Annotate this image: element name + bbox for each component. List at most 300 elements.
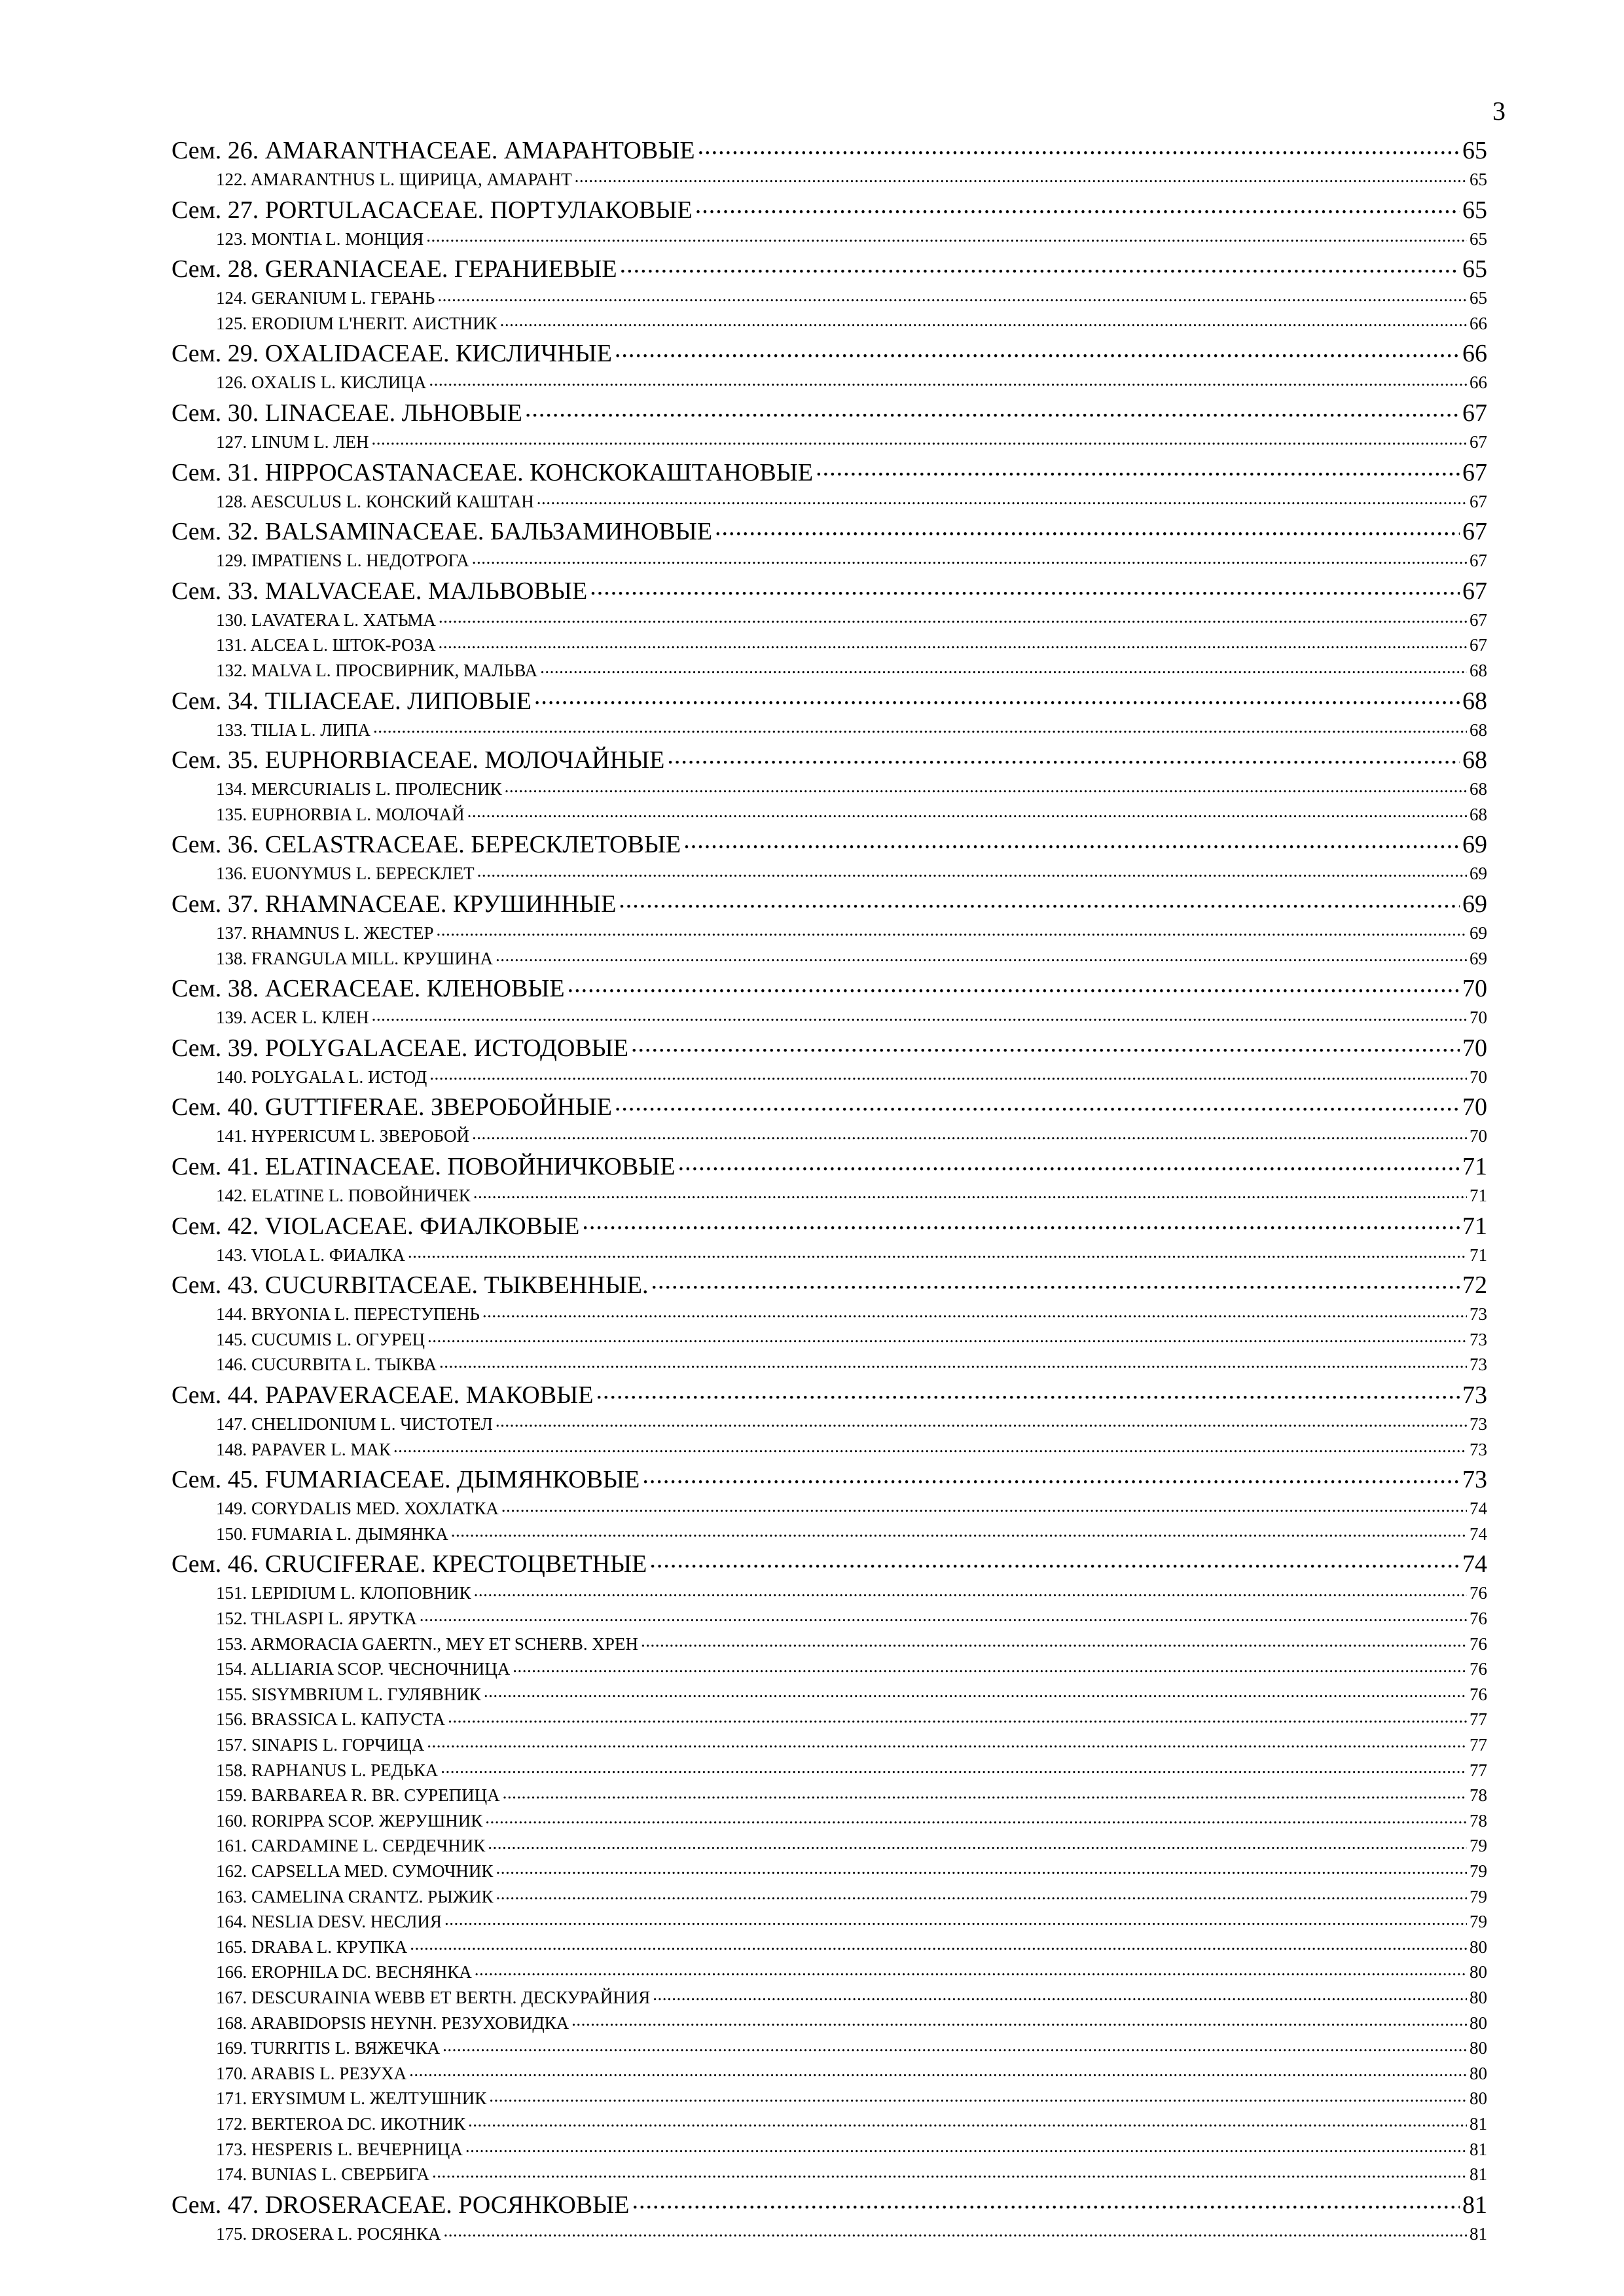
- toc-genus-entry[interactable]: [216, 718, 1487, 740]
- toc-genus-entry[interactable]: [216, 2011, 1487, 2033]
- entry-page-number: 69: [1470, 948, 1487, 968]
- toc-family-entry[interactable]: [171, 972, 1487, 1002]
- entry-title: 163. CAMELINA CRANTZ. РЫЖИК: [216, 1886, 494, 1906]
- entry-page-number: 68: [1462, 746, 1487, 774]
- entry-page-number: 65: [1470, 288, 1487, 308]
- entry-page-number: 67: [1470, 491, 1487, 511]
- entry-title: 149. CORYDALIS MED. ХОХЛАТКА: [216, 1499, 499, 1519]
- entry-title: 132. MALVA L. ПРОСВИРНИК, МАЛЬВА: [216, 661, 538, 680]
- dot-leader: [496, 947, 1467, 964]
- dot-leader: [439, 1353, 1467, 1370]
- entry-page-number: 78: [1470, 1785, 1487, 1806]
- toc-genus-entry[interactable]: [216, 947, 1487, 968]
- entry-title: 161. CARDAMINE L. СЕРДЕЧНИК: [216, 1836, 486, 1856]
- toc-genus-entry[interactable]: [216, 1657, 1487, 1679]
- entry-title: Сем. 40. GUTTIFERAE. ЗВЕРОБОЙНЫЕ: [171, 1093, 612, 1121]
- entry-page-number: 65: [1462, 137, 1487, 164]
- toc-genus-entry[interactable]: [216, 1243, 1487, 1265]
- dot-leader: [496, 1412, 1467, 1430]
- entry-title: Сем. 27. PORTULACACEAE. ПОРТУЛАКОВЫЕ: [171, 196, 693, 224]
- entry-page-number: 65: [1462, 255, 1487, 283]
- entry-title: 175. DROSERA L. РОСЯНКА: [216, 2223, 441, 2244]
- entry-title: Сем. 43. CUCURBITACEAE. ТЫКВЕННЫЕ.: [171, 1271, 649, 1300]
- entry-page-number: 79: [1470, 1912, 1487, 1932]
- dot-leader: [372, 1006, 1467, 1023]
- toc-genus-entry[interactable]: [216, 633, 1487, 655]
- entry-page-number: 73: [1462, 1466, 1487, 1494]
- toc-family-entry[interactable]: [171, 1150, 1487, 1180]
- entry-title: 150. FUMARIA L. ДЫМЯНКА: [216, 1523, 448, 1544]
- dot-leader: [683, 828, 1460, 852]
- entry-title: 164. NESLIA DESV. НЕСЛИЯ: [216, 1912, 442, 1932]
- entry-title: 166. EROPHILA DC. ВЕСНЯНКА: [216, 1962, 472, 1982]
- entry-title: Сем. 33. MALVACEAE. МАЛЬВОВЫЕ: [171, 577, 588, 605]
- entry-title: 151. LEPIDIUM L. КЛОПОВНИК: [216, 1583, 471, 1603]
- toc-genus-entry[interactable]: [216, 286, 1487, 308]
- toc-genus-entry[interactable]: [216, 2222, 1487, 2244]
- toc-genus-entry[interactable]: [216, 312, 1487, 333]
- entry-page-number: 81: [1470, 2114, 1487, 2134]
- entry-page-number: 80: [1470, 2063, 1487, 2083]
- page-number: 3: [1492, 96, 1506, 126]
- entry-page-number: 72: [1462, 1271, 1487, 1300]
- dot-leader: [472, 549, 1467, 566]
- toc-genus-entry[interactable]: [216, 2112, 1487, 2134]
- dot-leader: [540, 659, 1467, 676]
- toc-family-entry[interactable]: [171, 1378, 1487, 1409]
- dot-leader: [468, 2112, 1467, 2130]
- dot-leader: [485, 1809, 1467, 1827]
- toc-family-entry[interactable]: [171, 1547, 1487, 1578]
- toc-genus-entry[interactable]: [216, 921, 1487, 943]
- entry-title: 138. FRANGULA MILL. КРУШИНА: [216, 948, 493, 968]
- toc-family-entry[interactable]: [171, 1209, 1487, 1240]
- entry-title: 129. IMPATIENS L. НЕДОТРОГА: [216, 551, 469, 571]
- entry-title: 133. TILIA L. ЛИПА: [216, 720, 371, 740]
- entry-title: Сем. 36. CELASTRACEAE. БЕРЕСКЛЕТОВЫЕ: [171, 831, 681, 859]
- entry-page-number: 71: [1462, 1153, 1487, 1180]
- entry-page-number: 65: [1462, 196, 1487, 224]
- toc-genus-entry[interactable]: [216, 1758, 1487, 1780]
- entry-page-number: 69: [1462, 890, 1487, 918]
- dot-leader: [525, 396, 1460, 421]
- dot-leader: [484, 1683, 1467, 1700]
- dot-leader: [409, 2062, 1467, 2079]
- entry-title: 131. ALCEA L. ШТОК-РОЗА: [216, 635, 436, 655]
- toc-family-entry[interactable]: [171, 456, 1487, 486]
- dot-leader: [429, 371, 1467, 388]
- entry-page-number: 74: [1470, 1523, 1487, 1544]
- entry-title: Сем. 32. BALSAMINACEAE. БАЛЬЗАМИНОВЫЕ: [171, 518, 713, 546]
- toc-genus-entry[interactable]: [216, 803, 1487, 824]
- entry-title: Сем. 31. HIPPOCASTANACEAE. КОНСКОКАШТАНОВЫЕ: [171, 458, 814, 486]
- dot-leader: [448, 1707, 1467, 1725]
- entry-title: 134. MERCURIALIS L. ПРОЛЕСНИК: [216, 779, 502, 799]
- dot-leader: [698, 134, 1460, 158]
- entry-page-number: 68: [1470, 779, 1487, 799]
- toc-genus-entry[interactable]: [216, 1885, 1487, 1906]
- entry-page-number: 70: [1462, 975, 1487, 1003]
- entry-page-number: 71: [1462, 1212, 1487, 1240]
- entry-page-number: 67: [1470, 610, 1487, 630]
- entry-title: 157. SINAPIS L. ГОРЧИЦА: [216, 1735, 425, 1755]
- entry-title: 160. RORIPPA SCOP. ЖЕРУШНИК: [216, 1810, 483, 1831]
- entry-page-number: 81: [1470, 2164, 1487, 2185]
- entry-page-number: 73: [1470, 1355, 1487, 1375]
- dot-leader: [432, 2162, 1467, 2180]
- toc-genus-entry[interactable]: [216, 1859, 1487, 1881]
- entry-page-number: 69: [1462, 831, 1487, 859]
- entry-title: 165. DRABA L. КРУПКА: [216, 1937, 408, 1957]
- dot-leader: [473, 1184, 1467, 1201]
- dot-leader: [427, 1328, 1467, 1345]
- dot-leader: [465, 2138, 1467, 2155]
- entry-page-number: 77: [1470, 1735, 1487, 1755]
- dot-leader: [439, 633, 1468, 651]
- entry-title: Сем. 34. TILIACEAE. ЛИПОВЫЕ: [171, 687, 532, 715]
- toc-genus-entry[interactable]: [216, 608, 1487, 630]
- entry-page-number: 68: [1470, 720, 1487, 740]
- entry-title: 123. MONTIA L. МОНЦИЯ: [216, 228, 424, 249]
- entry-title: Сем. 37. RHAMNACEAE. КРУШИННЫЕ: [171, 890, 617, 918]
- toc-family-entry[interactable]: [171, 193, 1487, 224]
- entry-title: Сем. 47. DROSERACEAE. РОСЯНКОВЫЕ: [171, 2191, 630, 2219]
- entry-title: 144. BRYONIA L. ПЕРЕСТУПЕНЬ: [216, 1304, 480, 1324]
- toc-family-entry[interactable]: [171, 515, 1487, 545]
- entry-title: 169. TURRITIS L. ВЯЖЕЧКА: [216, 2038, 441, 2058]
- dot-leader: [615, 337, 1460, 361]
- entry-title: 158. RAPHANUS L. РЕДЬКА: [216, 1760, 439, 1780]
- toc-genus-entry[interactable]: [216, 1935, 1487, 1957]
- entry-page-number: 67: [1470, 635, 1487, 655]
- toc-genus-entry[interactable]: [216, 1328, 1487, 1349]
- toc-genus-entry[interactable]: [216, 1006, 1487, 1027]
- entry-page-number: 66: [1470, 313, 1487, 333]
- dot-leader: [641, 1632, 1467, 1650]
- toc-family-entry[interactable]: [171, 1463, 1487, 1493]
- dot-leader: [474, 1581, 1467, 1599]
- entry-page-number: 80: [1470, 2088, 1487, 2109]
- entry-title: Сем. 29. OXALIDACEAE. КИСЛИЧНЫЕ: [171, 340, 612, 368]
- entry-title: 126. OXALIS L. КИСЛИЦА: [216, 373, 427, 393]
- entry-page-number: 81: [1470, 2223, 1487, 2244]
- toc-genus-entry[interactable]: [216, 1438, 1487, 1459]
- toc-genus-entry[interactable]: [216, 430, 1487, 452]
- dot-leader: [496, 1885, 1467, 1903]
- dot-leader: [443, 2222, 1467, 2240]
- entry-page-number: 69: [1470, 923, 1487, 943]
- entry-title: 140. POLYGALA L. ИСТОД: [216, 1066, 427, 1087]
- toc-genus-entry[interactable]: [216, 549, 1487, 570]
- dot-leader: [505, 777, 1467, 795]
- toc-genus-entry[interactable]: [216, 2162, 1487, 2184]
- entry-page-number: 73: [1462, 1381, 1487, 1409]
- dot-leader: [631, 1031, 1460, 1056]
- entry-title: 153. ARMORACIA GAERTN., MEY ET SCHERB. ХРЕН: [216, 1633, 638, 1654]
- toc-family-entry[interactable]: [171, 134, 1487, 164]
- entry-page-number: 66: [1462, 340, 1487, 368]
- dot-leader: [715, 515, 1460, 539]
- toc-family-entry[interactable]: [171, 337, 1487, 367]
- entry-title: 127. LINUM L. ЛЕН: [216, 432, 369, 452]
- dot-leader: [410, 1935, 1467, 1953]
- toc-family-entry[interactable]: [171, 1090, 1487, 1121]
- dot-leader: [678, 1150, 1460, 1175]
- dot-leader: [642, 1463, 1460, 1487]
- entry-page-number: 67: [1470, 432, 1487, 452]
- toc-genus-entry[interactable]: [216, 1910, 1487, 1931]
- toc-genus-entry[interactable]: [216, 1607, 1487, 1628]
- dot-leader: [816, 456, 1460, 481]
- entry-title: 174. BUNIAS L. СВЕРБИГА: [216, 2164, 429, 2185]
- entry-page-number: 80: [1470, 2038, 1487, 2058]
- entry-title: 139. ACER L. КЛЕН: [216, 1008, 369, 1028]
- dot-leader: [571, 2011, 1467, 2029]
- toc-genus-entry[interactable]: [216, 1124, 1487, 1146]
- entry-page-number: 70: [1470, 1008, 1487, 1028]
- entry-title: 142. ELATINE L. ПОВОЙНИЧЕК: [216, 1186, 471, 1205]
- entry-page-number: 67: [1462, 399, 1487, 427]
- toc-family-entry[interactable]: [171, 1031, 1487, 1062]
- entry-title: 136. EUONYMUS L. БЕРЕСКЛЕТ: [216, 864, 475, 884]
- dot-leader: [503, 1783, 1467, 1801]
- dot-leader: [467, 803, 1467, 820]
- entry-page-number: 76: [1470, 1659, 1487, 1679]
- entry-title: Сем. 30. LINACEAE. ЛЬНОВЫЕ: [171, 399, 522, 427]
- entry-page-number: 80: [1470, 1937, 1487, 1957]
- entry-page-number: 71: [1470, 1245, 1487, 1265]
- toc-genus-entry[interactable]: [216, 1986, 1487, 2007]
- entry-title: Сем. 41. ELATINACEAE. ПОВОЙНИЧКОВЫЕ: [171, 1153, 676, 1180]
- dot-leader: [427, 1733, 1467, 1751]
- entry-title: 146. CUCURBITA L. ТЫКВА: [216, 1355, 437, 1375]
- toc-family-entry[interactable]: [171, 574, 1487, 605]
- entry-title: 155. SISYMBRIUM L. ГУЛЯВНИК: [216, 1684, 481, 1704]
- dot-leader: [620, 252, 1460, 277]
- entry-page-number: 79: [1470, 1861, 1487, 1881]
- dot-leader: [649, 1547, 1460, 1572]
- toc-genus-entry[interactable]: [216, 371, 1487, 392]
- entry-title: 171. ERYSIMUM L. ЖЕЛТУШНИК: [216, 2088, 487, 2109]
- entry-page-number: 81: [1462, 2191, 1487, 2219]
- toc-genus-entry[interactable]: [216, 1184, 1487, 1205]
- dot-leader: [429, 1065, 1467, 1083]
- entry-title: 122. AMARANTHUS L. ЩИРИЦА, АМАРАНТ: [216, 170, 572, 189]
- entry-page-number: 76: [1470, 1609, 1487, 1628]
- toc-genus-entry[interactable]: [216, 1783, 1487, 1805]
- toc-family-entry[interactable]: [171, 828, 1487, 858]
- entry-title: 141. HYPERICUM L. ЗВЕРОБОЙ: [216, 1126, 469, 1146]
- entry-page-number: 80: [1470, 2013, 1487, 2033]
- toc-genus-entry[interactable]: [216, 1683, 1487, 1704]
- entry-page-number: 77: [1470, 1760, 1487, 1780]
- entry-page-number: 65: [1470, 170, 1487, 189]
- entry-page-number: 78: [1470, 1810, 1487, 1831]
- entry-page-number: 74: [1470, 1499, 1487, 1519]
- dot-leader: [501, 1497, 1467, 1514]
- toc-genus-entry[interactable]: [216, 2086, 1487, 2108]
- entry-page-number: 67: [1462, 577, 1487, 605]
- entry-page-number: 79: [1470, 1886, 1487, 1906]
- entry-page-number: 69: [1470, 864, 1487, 884]
- entry-page-number: 80: [1470, 1962, 1487, 1982]
- dot-leader: [373, 718, 1467, 736]
- entry-title: Сем. 45. FUMARIACEAE. ДЫМЯНКОВЫЕ: [171, 1466, 640, 1494]
- toc-genus-entry[interactable]: [216, 2036, 1487, 2058]
- dot-leader: [442, 2036, 1467, 2054]
- entry-title: 135. EUPHORBIA L. МОЛОЧАЙ: [216, 804, 465, 824]
- entry-page-number: 73: [1470, 1414, 1487, 1434]
- dot-leader: [496, 1859, 1467, 1877]
- toc-genus-entry[interactable]: [216, 1960, 1487, 1982]
- toc-family-entry[interactable]: [171, 743, 1487, 774]
- entry-title: 145. CUCUMIS L. ОГУРЕЦ: [216, 1329, 425, 1349]
- dot-leader: [534, 684, 1460, 709]
- entry-title: 137. RHAMNUS L. ЖЕСТЕР: [216, 923, 434, 943]
- entry-page-number: 77: [1470, 1709, 1487, 1730]
- entry-page-number: 73: [1470, 1329, 1487, 1349]
- toc-family-entry[interactable]: [171, 887, 1487, 918]
- dot-leader: [420, 1607, 1467, 1624]
- entry-title: 148. PAPAVER L. МАК: [216, 1439, 391, 1459]
- entry-title: 124. GERANIUM L. ГЕРАНЬ: [216, 288, 435, 308]
- toc-genus-entry[interactable]: [216, 1834, 1487, 1855]
- entry-page-number: 71: [1470, 1186, 1487, 1205]
- dot-leader: [441, 1758, 1467, 1776]
- entry-title: 167. DESCURAINIA WEBB ET BERTH. ДЕСКУРАЙНИЯ: [216, 1988, 651, 2007]
- dot-leader: [436, 921, 1467, 939]
- entry-title: Сем. 44. PAPAVERACEAE. МАКОВЫЕ: [171, 1381, 594, 1409]
- toc-genus-entry[interactable]: [216, 1497, 1487, 1518]
- entry-title: 170. ARABIS L. РЕЗУХА: [216, 2063, 407, 2083]
- toc-genus-entry[interactable]: [216, 1733, 1487, 1755]
- toc-family-entry[interactable]: [171, 684, 1487, 715]
- toc-family-entry[interactable]: [171, 1268, 1487, 1299]
- dot-leader: [575, 168, 1467, 185]
- entry-title: 147. CHELIDONIUM L. ЧИСТОТЕЛ: [216, 1414, 493, 1434]
- toc-genus-entry[interactable]: [216, 490, 1487, 511]
- toc-genus-entry[interactable]: [216, 659, 1487, 680]
- entry-title: 143. VIOLA L. ФИАЛКА: [216, 1245, 405, 1265]
- dot-leader: [426, 227, 1467, 245]
- toc-family-entry[interactable]: [171, 252, 1487, 283]
- entry-title: 159. BARBAREA R. BR. СУРЕПИЦА: [216, 1785, 500, 1806]
- entry-page-number: 76: [1470, 1583, 1487, 1603]
- dot-leader: [451, 1522, 1467, 1540]
- entry-title: 125. ERODIUM L'HERIT. АИСТНИК: [216, 313, 497, 333]
- dot-leader: [590, 574, 1460, 599]
- dot-leader: [596, 1378, 1460, 1403]
- dot-leader: [653, 1986, 1467, 2003]
- entry-page-number: 80: [1470, 1988, 1487, 2007]
- dot-leader: [488, 1834, 1467, 1851]
- entry-title: 130. LAVATERA L. ХАТЬМА: [216, 610, 436, 630]
- entry-title: Сем. 26. AMARANTHACEAE. АМАРАНТОВЫЕ: [171, 137, 695, 164]
- toc-genus-entry[interactable]: [216, 1522, 1487, 1544]
- dot-leader: [472, 1124, 1467, 1142]
- dot-leader: [615, 1090, 1460, 1115]
- entry-title: Сем. 39. POLYGALACEAE. ИСТОДОВЫЕ: [171, 1034, 629, 1062]
- dot-leader: [500, 312, 1467, 329]
- entry-title: 168. ARABIDOPSIS HEYNH. РЕЗУХОВИДКА: [216, 2013, 569, 2033]
- dot-leader: [632, 2188, 1460, 2213]
- toc-genus-entry[interactable]: [216, 1353, 1487, 1374]
- entry-page-number: 73: [1470, 1304, 1487, 1324]
- dot-leader: [489, 2086, 1467, 2104]
- entry-page-number: 67: [1470, 551, 1487, 571]
- entry-title: 172. BERTEROA DC. ИКОТНИК: [216, 2114, 465, 2134]
- entry-page-number: 73: [1470, 1439, 1487, 1459]
- toc-genus-entry[interactable]: [216, 227, 1487, 249]
- entry-page-number: 68: [1470, 661, 1487, 680]
- entry-page-number: 70: [1470, 1066, 1487, 1087]
- entry-title: Сем. 38. ACERACEAE. КЛЕНОВЫЕ: [171, 975, 565, 1003]
- toc-genus-entry[interactable]: [216, 1581, 1487, 1603]
- entry-title: 156. BRASSICA L. КАПУСТА: [216, 1709, 446, 1730]
- entry-page-number: 70: [1470, 1126, 1487, 1146]
- entry-page-number: 65: [1470, 228, 1487, 249]
- entry-title: 152. THLASPI L. ЯРУТКА: [216, 1609, 417, 1628]
- entry-page-number: 76: [1470, 1684, 1487, 1704]
- dot-leader: [568, 972, 1460, 996]
- entry-title: 128. AESCULUS L. КОНСКИЙ КАШТАН: [216, 491, 534, 511]
- entry-page-number: 67: [1462, 518, 1487, 546]
- toc-genus-entry[interactable]: [216, 1707, 1487, 1729]
- entry-page-number: 74: [1462, 1550, 1487, 1578]
- entry-title: Сем. 35. EUPHORBIACEAE. МОЛОЧАЙНЫЕ: [171, 746, 665, 774]
- dot-leader: [651, 1268, 1460, 1293]
- dot-leader: [408, 1243, 1467, 1261]
- entry-page-number: 76: [1470, 1633, 1487, 1654]
- entry-page-number: 68: [1470, 804, 1487, 824]
- dot-leader: [372, 430, 1467, 448]
- entry-page-number: 79: [1470, 1836, 1487, 1856]
- toc-genus-entry[interactable]: [216, 1302, 1487, 1324]
- dot-leader: [444, 1910, 1467, 1927]
- toc-genus-entry[interactable]: [216, 777, 1487, 799]
- toc-family-entry[interactable]: [171, 396, 1487, 427]
- toc-genus-entry[interactable]: [216, 168, 1487, 189]
- dot-leader: [482, 1302, 1467, 1320]
- entry-page-number: 67: [1462, 458, 1487, 486]
- entry-page-number: 68: [1462, 687, 1487, 715]
- toc-genus-entry[interactable]: [216, 1809, 1487, 1831]
- toc-genus-entry[interactable]: [216, 1412, 1487, 1434]
- entry-title: 173. HESPERIS L. ВЕЧЕРНИЦА: [216, 2139, 463, 2159]
- entry-page-number: 70: [1462, 1093, 1487, 1121]
- entry-page-number: 70: [1462, 1034, 1487, 1062]
- dot-leader: [537, 490, 1467, 507]
- dot-leader: [437, 286, 1467, 304]
- dot-leader: [477, 862, 1467, 879]
- entry-page-number: 81: [1470, 2139, 1487, 2159]
- dot-leader: [582, 1209, 1460, 1234]
- toc-genus-entry[interactable]: [216, 2138, 1487, 2159]
- entry-title: Сем. 46. CRUCIFERAE. КРЕСТОЦВЕТНЫЕ: [171, 1550, 647, 1578]
- toc-genus-entry[interactable]: [216, 1632, 1487, 1654]
- toc-genus-entry[interactable]: [216, 1065, 1487, 1087]
- dot-leader: [619, 887, 1460, 912]
- entry-title: 154. ALLIARIA SCOP. ЧЕСНОЧНИЦА: [216, 1659, 511, 1679]
- entry-title: Сем. 42. VIOLACEAE. ФИАЛКОВЫЕ: [171, 1212, 580, 1240]
- toc-family-entry[interactable]: [171, 2188, 1487, 2219]
- toc-genus-entry[interactable]: [216, 2062, 1487, 2083]
- toc-genus-entry[interactable]: [216, 862, 1487, 883]
- entry-title: Сем. 28. GERANIACEAE. ГЕРАНИЕВЫЕ: [171, 255, 617, 283]
- dot-leader: [695, 193, 1460, 218]
- dot-leader: [667, 743, 1460, 768]
- dot-leader: [513, 1657, 1467, 1675]
